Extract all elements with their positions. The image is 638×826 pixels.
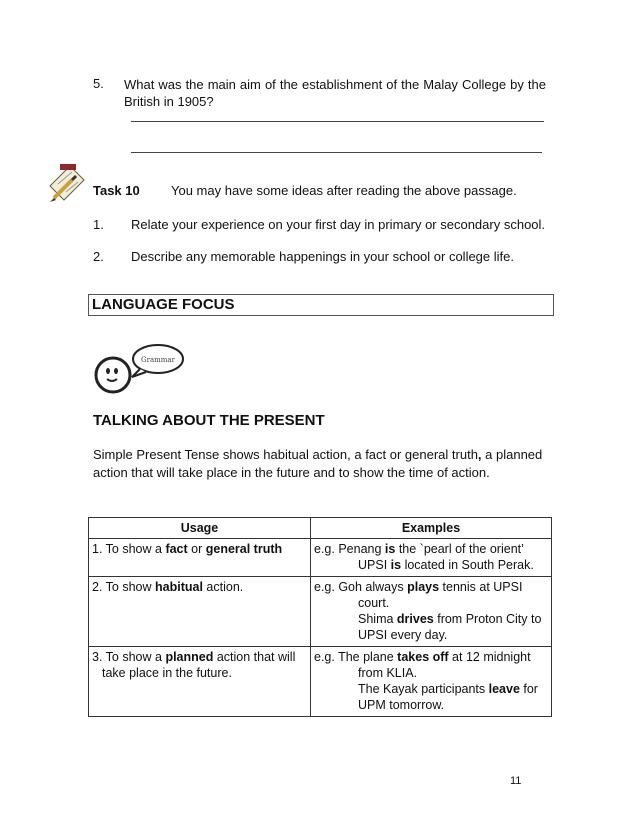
usage-cell: 3. To show a planned action that will take place in the future. [89, 647, 311, 717]
usage-cell: 2. To show habitual action. [89, 577, 311, 647]
question-5-number: 5. [93, 76, 104, 91]
table-header-row [89, 518, 552, 539]
table-header-examples: Examples [311, 518, 552, 539]
grammar-bubble-text: Grammar [141, 356, 175, 364]
grammar-speech-bubble-icon [92, 341, 192, 397]
task-item-text: Describe any memorable happenings in your school or college life. [131, 249, 514, 264]
language-focus-heading: LANGUAGE FOCUS [88, 294, 554, 316]
writing-pad-icon [46, 160, 88, 204]
answer-line [131, 121, 544, 122]
table-row [89, 647, 552, 717]
answer-line [131, 152, 542, 153]
table-row [89, 539, 552, 577]
task-item-number: 2. [93, 249, 104, 264]
task-label: Task 10 [93, 183, 140, 198]
table-row [89, 577, 552, 647]
task-instruction: You may have some ideas after reading the above passage. [171, 183, 517, 198]
table-header-usage: Usage [89, 518, 311, 539]
page-number: 11 [510, 775, 522, 787]
usage-cell: 1. To show a fact or general truth [89, 539, 311, 577]
examples-cell: e.g. The plane takes off at 12 midnight from KLIA. The Kayak participants leave for UPM tomorrow. [311, 647, 552, 717]
examples-cell: e.g. Penang is the `pearl of the orient’ UPSI is located in South Perak. [311, 539, 552, 577]
section-intro: Simple Present Tense shows habitual action, a fact or general truth, a planned action that will take place in the future and to show the time of action. [93, 447, 543, 480]
section-title: TALKING ABOUT THE PRESENT [93, 412, 325, 429]
examples-cell: e.g. Goh always plays tennis at UPSI court. Shima drives from Proton City to UPSI every day. [311, 577, 552, 647]
question-5-text: What was the main aim of the establishment of the Malay College by the British in 1905? [124, 77, 546, 109]
task-item-text: Relate your experience on your first day in primary or secondary school. [131, 217, 546, 232]
task-item-number: 1. [93, 217, 104, 232]
usage-examples-table [88, 517, 552, 717]
